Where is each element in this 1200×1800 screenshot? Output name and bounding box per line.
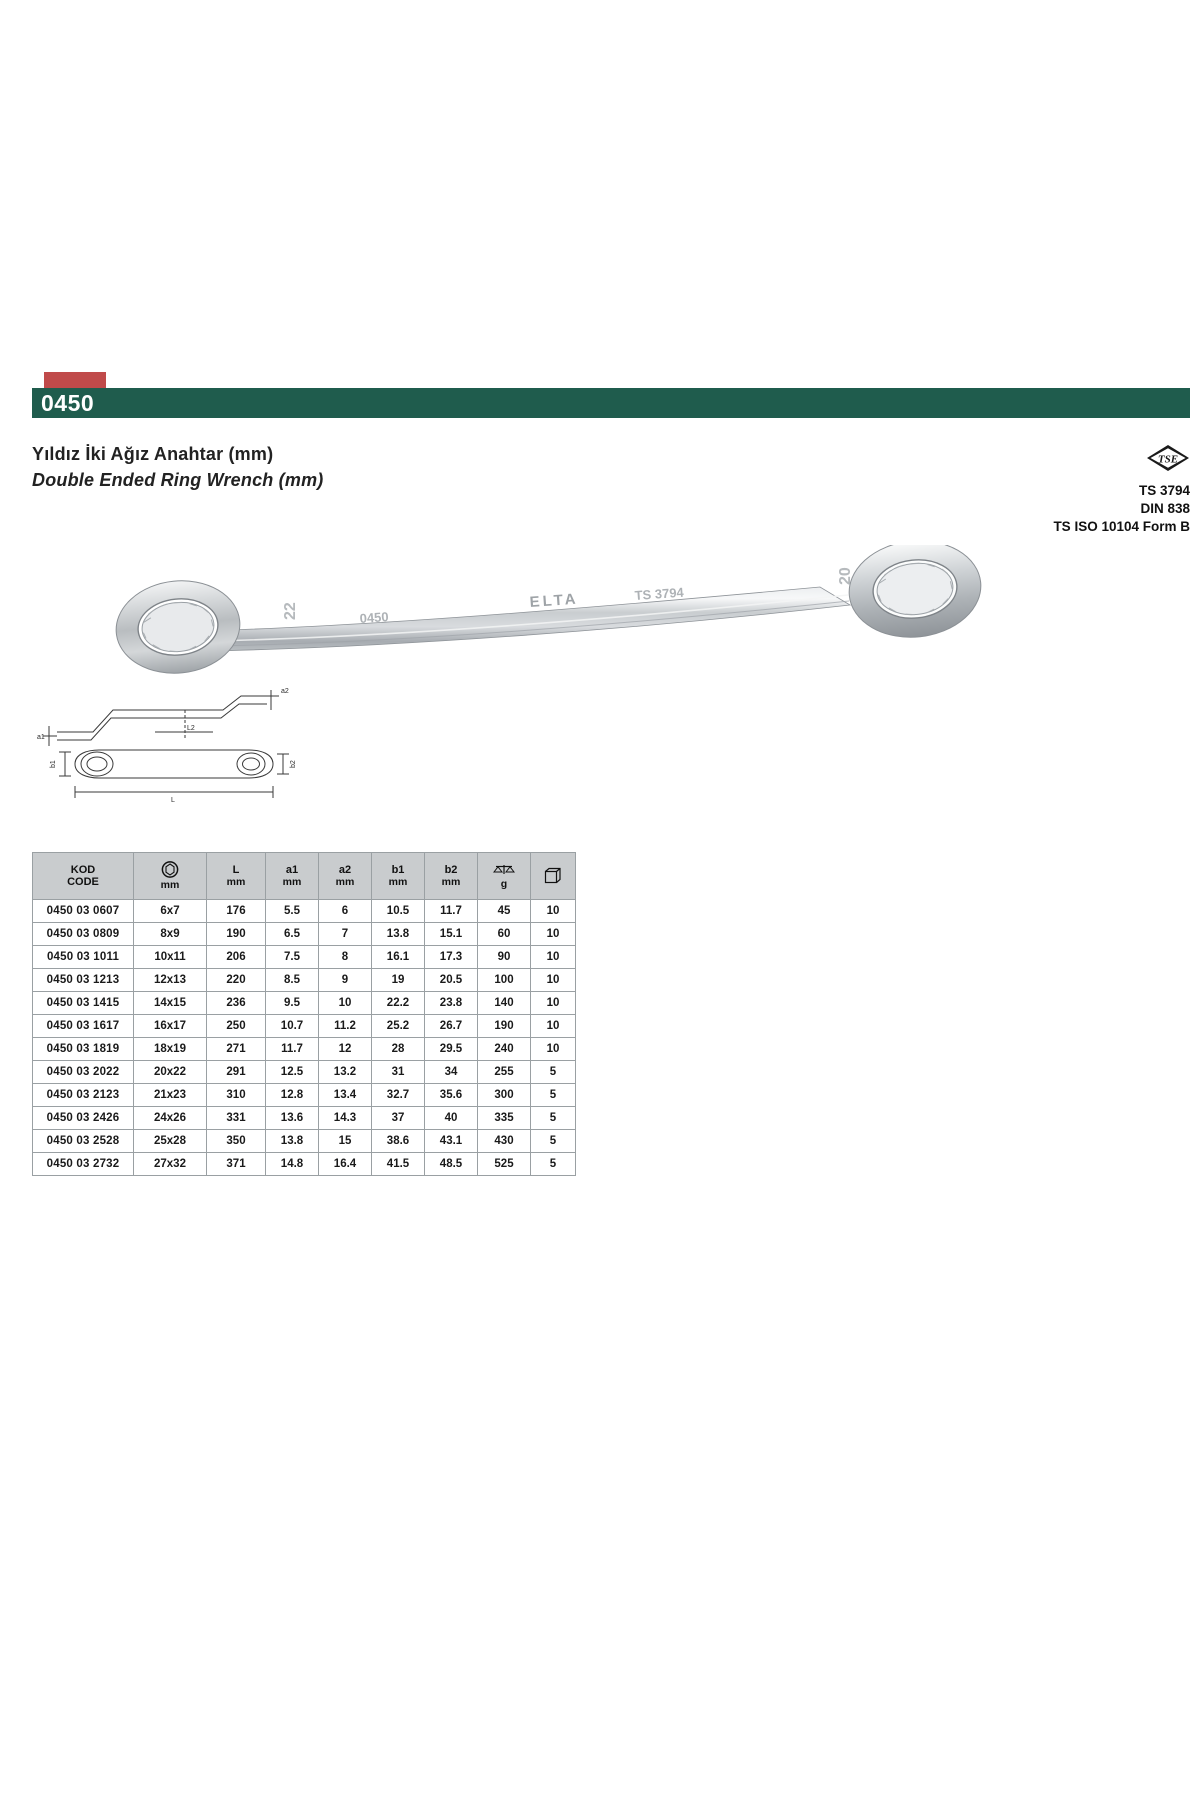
cell-l: 250 xyxy=(207,1015,266,1038)
title-english: Double Ended Ring Wrench (mm) xyxy=(32,470,324,490)
product-group-header xyxy=(32,388,1190,418)
drawing-label-b2: b2 xyxy=(290,760,297,768)
table-row[interactable] xyxy=(33,1015,576,1038)
cell-a1: 12.8 xyxy=(266,1084,319,1107)
cell-a2: 13.4 xyxy=(319,1084,372,1107)
cell-size: 18x19 xyxy=(134,1038,207,1061)
standards-block xyxy=(1053,444,1190,536)
column-header-code-line2: CODE xyxy=(67,876,99,888)
column-header-b2-label: b2 xyxy=(444,864,458,876)
title-turkish: Yıldız İki Ağız Anahtar (mm) xyxy=(32,444,274,464)
cell-a1: 10.7 xyxy=(266,1015,319,1038)
cell-b1: 25.2 xyxy=(372,1015,425,1038)
cell-a1: 9.5 xyxy=(266,992,319,1015)
cell-b2: 26.7 xyxy=(425,1015,478,1038)
table-header-row xyxy=(33,853,576,900)
cell-a1: 7.5 xyxy=(266,946,319,969)
cell-pack: 10 xyxy=(531,969,576,992)
cell-weight: 45 xyxy=(478,900,531,923)
weight-scale-icon xyxy=(481,863,527,877)
cell-b1: 31 xyxy=(372,1061,425,1084)
cell-a2: 14.3 xyxy=(319,1107,372,1130)
cell-a2: 6 xyxy=(319,900,372,923)
column-header-b1-unit: mm xyxy=(388,876,408,888)
cell-b1: 13.8 xyxy=(372,923,425,946)
cell-a1: 12.5 xyxy=(266,1061,319,1084)
column-header-size xyxy=(134,853,207,900)
cell-a2: 9 xyxy=(319,969,372,992)
table-row[interactable] xyxy=(33,1107,576,1130)
column-header-l-unit: mm xyxy=(226,876,246,888)
svg-text:0450: 0450 xyxy=(359,609,390,626)
column-header-a1-label: a1 xyxy=(285,864,299,876)
cell-l: 371 xyxy=(207,1153,266,1176)
cell-weight: 430 xyxy=(478,1130,531,1153)
cell-a2: 16.4 xyxy=(319,1153,372,1176)
table-row[interactable] xyxy=(33,1153,576,1176)
cell-size: 25x28 xyxy=(134,1130,207,1153)
cell-code: 0450 03 1819 xyxy=(33,1038,134,1061)
cell-a1: 11.7 xyxy=(266,1038,319,1061)
cell-code: 0450 03 1011 xyxy=(33,946,134,969)
column-header-a2 xyxy=(319,853,372,900)
cell-pack: 10 xyxy=(531,900,576,923)
svg-text:TSE: TSE xyxy=(1157,453,1179,466)
cell-code: 0450 03 2528 xyxy=(33,1130,134,1153)
drawing-label-a1: a1 xyxy=(37,734,45,741)
cell-code: 0450 03 1617 xyxy=(33,1015,134,1038)
cell-b1: 28 xyxy=(372,1038,425,1061)
cell-a2: 15 xyxy=(319,1130,372,1153)
table-row[interactable] xyxy=(33,1038,576,1061)
ring-hex-icon xyxy=(137,861,203,878)
cell-code: 0450 03 1213 xyxy=(33,969,134,992)
cell-size: 8x9 xyxy=(134,923,207,946)
cell-code: 0450 03 2022 xyxy=(33,1061,134,1084)
column-header-a2-unit: mm xyxy=(335,876,355,888)
cell-weight: 335 xyxy=(478,1107,531,1130)
drawing-label-l2: L2 xyxy=(187,725,195,732)
cell-weight: 140 xyxy=(478,992,531,1015)
cell-b2: 35.6 xyxy=(425,1084,478,1107)
cell-a1: 13.6 xyxy=(266,1107,319,1130)
column-header-l-label: L xyxy=(232,864,240,876)
cell-b2: 43.1 xyxy=(425,1130,478,1153)
cell-b2: 29.5 xyxy=(425,1038,478,1061)
cell-a1: 14.8 xyxy=(266,1153,319,1176)
cell-a2: 7 xyxy=(319,923,372,946)
cell-l: 176 xyxy=(207,900,266,923)
table-body xyxy=(33,900,576,1176)
table-row[interactable] xyxy=(33,969,576,992)
cell-l: 190 xyxy=(207,923,266,946)
cell-a2: 8 xyxy=(319,946,372,969)
standard-line-3: TS ISO 10104 Form B xyxy=(1053,519,1190,534)
column-header-a2-label: a2 xyxy=(338,864,352,876)
cell-b1: 37 xyxy=(372,1107,425,1130)
cell-l: 331 xyxy=(207,1107,266,1130)
tse-logo-icon xyxy=(1146,444,1190,472)
cell-b1: 19 xyxy=(372,969,425,992)
column-header-weight xyxy=(478,853,531,900)
column-header-size-unit: mm xyxy=(160,879,180,891)
cell-b1: 10.5 xyxy=(372,900,425,923)
column-header-a1-unit: mm xyxy=(282,876,302,888)
cell-l: 236 xyxy=(207,992,266,1015)
cell-pack: 10 xyxy=(531,1015,576,1038)
cell-code: 0450 03 2426 xyxy=(33,1107,134,1130)
standard-line-2: DIN 838 xyxy=(1140,501,1190,516)
cell-code: 0450 03 2123 xyxy=(33,1084,134,1107)
cell-pack: 5 xyxy=(531,1084,576,1107)
table-row[interactable] xyxy=(33,923,576,946)
column-header-b1-label: b1 xyxy=(391,864,405,876)
table-row[interactable] xyxy=(33,946,576,969)
column-header-b2-unit: mm xyxy=(441,876,461,888)
product-group-code: 0450 xyxy=(41,389,95,416)
cell-a2: 10 xyxy=(319,992,372,1015)
cell-pack: 5 xyxy=(531,1061,576,1084)
cell-size: 24x26 xyxy=(134,1107,207,1130)
cell-l: 310 xyxy=(207,1084,266,1107)
cell-weight: 300 xyxy=(478,1084,531,1107)
cell-weight: 525 xyxy=(478,1153,531,1176)
drawing-label-b1: b1 xyxy=(50,760,57,768)
column-header-b2 xyxy=(425,853,478,900)
cell-b1: 38.6 xyxy=(372,1130,425,1153)
cell-weight: 100 xyxy=(478,969,531,992)
cell-pack: 10 xyxy=(531,946,576,969)
cell-pack: 10 xyxy=(531,923,576,946)
cell-weight: 90 xyxy=(478,946,531,969)
column-header-code-line1: KOD xyxy=(70,864,96,876)
cell-b1: 22.2 xyxy=(372,992,425,1015)
cell-code: 0450 03 0809 xyxy=(33,923,134,946)
cell-pack: 10 xyxy=(531,992,576,1015)
cell-size: 10x11 xyxy=(134,946,207,969)
cell-b2: 15.1 xyxy=(425,923,478,946)
cell-a1: 13.8 xyxy=(266,1130,319,1153)
table-row[interactable] xyxy=(33,1061,576,1084)
cell-b2: 48.5 xyxy=(425,1153,478,1176)
product-photo xyxy=(60,545,1060,680)
cell-code: 0450 03 2732 xyxy=(33,1153,134,1176)
cell-code: 0450 03 0607 xyxy=(33,900,134,923)
column-header-a1 xyxy=(266,853,319,900)
specification-table xyxy=(32,852,576,1176)
column-header-pack xyxy=(531,853,576,900)
cell-a1: 6.5 xyxy=(266,923,319,946)
cell-size: 27x32 xyxy=(134,1153,207,1176)
table-row[interactable] xyxy=(33,1130,576,1153)
svg-text:20: 20 xyxy=(837,567,854,585)
cell-size: 14x15 xyxy=(134,992,207,1015)
cell-weight: 190 xyxy=(478,1015,531,1038)
cell-l: 350 xyxy=(207,1130,266,1153)
cell-l: 271 xyxy=(207,1038,266,1061)
cell-b1: 16.1 xyxy=(372,946,425,969)
drawing-label-a2: a2 xyxy=(281,688,289,695)
cell-b2: 34 xyxy=(425,1061,478,1084)
technical-drawing xyxy=(35,680,305,810)
cell-b2: 23.8 xyxy=(425,992,478,1015)
cell-size: 12x13 xyxy=(134,969,207,992)
standard-line-1: TS 3794 xyxy=(1138,483,1190,498)
cell-pack: 5 xyxy=(531,1130,576,1153)
cell-code: 0450 03 1415 xyxy=(33,992,134,1015)
cell-a1: 5.5 xyxy=(266,900,319,923)
cell-weight: 255 xyxy=(478,1061,531,1084)
column-header-l xyxy=(207,853,266,900)
column-header-code xyxy=(33,853,134,900)
table-row[interactable] xyxy=(33,1084,576,1107)
table-row[interactable] xyxy=(33,992,576,1015)
cell-pack: 10 xyxy=(531,1038,576,1061)
cell-a2: 12 xyxy=(319,1038,372,1061)
table-row[interactable] xyxy=(33,900,576,923)
column-header-b1 xyxy=(372,853,425,900)
cell-weight: 240 xyxy=(478,1038,531,1061)
cell-pack: 5 xyxy=(531,1107,576,1130)
drawing-label-l: L xyxy=(171,797,175,804)
cell-l: 291 xyxy=(207,1061,266,1084)
box-pack-icon xyxy=(534,867,572,885)
cell-l: 206 xyxy=(207,946,266,969)
cell-a2: 13.2 xyxy=(319,1061,372,1084)
specification-table-wrapper xyxy=(32,852,576,1176)
svg-text:22: 22 xyxy=(282,602,299,620)
column-header-weight-unit: g xyxy=(500,877,508,890)
cell-b2: 40 xyxy=(425,1107,478,1130)
cell-b1: 41.5 xyxy=(372,1153,425,1176)
svg-text:TS 3794: TS 3794 xyxy=(634,584,685,603)
cell-b2: 20.5 xyxy=(425,969,478,992)
cell-b2: 11.7 xyxy=(425,900,478,923)
cell-b1: 32.7 xyxy=(372,1084,425,1107)
cell-size: 21x23 xyxy=(134,1084,207,1107)
cell-l: 220 xyxy=(207,969,266,992)
cell-a1: 8.5 xyxy=(266,969,319,992)
cell-size: 20x22 xyxy=(134,1061,207,1084)
cell-size: 16x17 xyxy=(134,1015,207,1038)
cell-weight: 60 xyxy=(478,923,531,946)
svg-text:ELTA: ELTA xyxy=(529,590,580,611)
cell-pack: 5 xyxy=(531,1153,576,1176)
cell-size: 6x7 xyxy=(134,900,207,923)
cell-a2: 11.2 xyxy=(319,1015,372,1038)
cell-b2: 17.3 xyxy=(425,946,478,969)
